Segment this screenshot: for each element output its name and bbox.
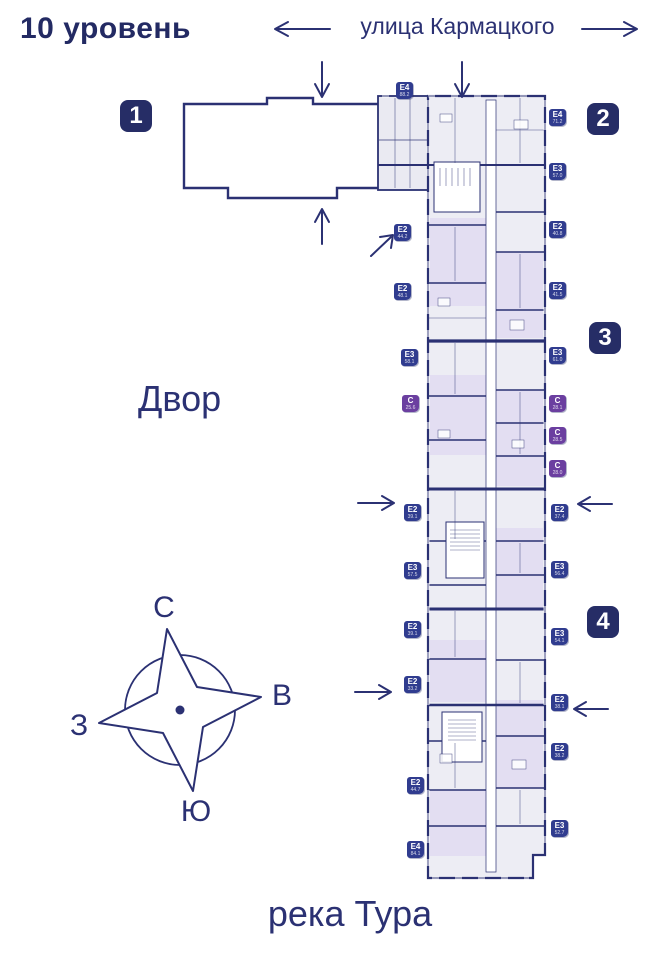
unit-type-label: Е2	[407, 621, 418, 631]
unit-area-label: 84.1	[410, 850, 421, 857]
unit-badge-r9[interactable]	[551, 504, 568, 521]
unit-area-label: 40.8	[552, 230, 563, 237]
unit-area-label: 25.6	[405, 404, 416, 411]
unit-area-label: 39.1	[407, 513, 418, 520]
unit-type-label: С	[554, 395, 561, 405]
unit-badge-r13[interactable]	[551, 743, 568, 760]
unit-badge-r10[interactable]	[551, 561, 568, 578]
unit-type-label: Е2	[407, 676, 418, 686]
unit-badge-r1[interactable]	[549, 109, 566, 126]
building-wing-outline	[184, 98, 380, 198]
unit-type-label: Е3	[552, 163, 563, 173]
unit-type-label: Е4	[399, 82, 410, 92]
unit-badge-l5[interactable]	[402, 395, 419, 412]
unit-badge-r7[interactable]	[549, 427, 566, 444]
unit-type-label: Е3	[407, 562, 418, 572]
unit-area-label: 44.2	[397, 233, 408, 240]
unit-area-label: 56.4	[554, 570, 565, 577]
unit-area-label: 28.1	[552, 404, 563, 411]
unit-badge-l9[interactable]	[404, 676, 421, 693]
unit-type-label: Е4	[552, 109, 563, 119]
unit-area-label: 39.1	[407, 630, 418, 637]
section-badge-4[interactable]: 4	[587, 606, 619, 638]
unit-type-label: Е2	[552, 282, 563, 292]
unit-badge-r2[interactable]	[549, 163, 566, 180]
unit-area-label: 71.2	[552, 118, 563, 125]
compass-west-label: З	[69, 709, 89, 742]
unit-area-label: 57.0	[552, 172, 563, 179]
section-badge-2[interactable]: 2	[587, 103, 619, 135]
unit-area-label: 54.1	[554, 637, 565, 644]
unit-badge-l7[interactable]	[404, 562, 421, 579]
unit-type-label: Е2	[397, 283, 408, 293]
unit-area-label: 38.2	[554, 752, 565, 759]
unit-type-label: Е2	[397, 224, 408, 234]
unit-type-label: Е4	[410, 841, 421, 851]
page-title: 10 уровень	[20, 12, 191, 45]
unit-area-label: 58.1	[404, 358, 415, 365]
compass-center-dot	[176, 706, 185, 715]
compass-south-label: Ю	[180, 795, 212, 828]
unit-badge-r14[interactable]	[551, 820, 568, 837]
entrance-arrow-right-2-icon	[355, 685, 391, 699]
unit-type-label: Е2	[554, 694, 565, 704]
wing-detail-rooms	[378, 96, 428, 190]
unit-badge-l11[interactable]	[407, 841, 424, 858]
unit-badge-r5[interactable]	[549, 347, 566, 364]
unit-area-label: 44.7	[410, 786, 421, 793]
unit-badge-l10[interactable]	[407, 777, 424, 794]
unit-badge-r3[interactable]	[549, 221, 566, 238]
entrance-arrow-down-1-icon	[315, 62, 329, 97]
unit-badge-l4[interactable]	[401, 349, 418, 366]
unit-badge-l1[interactable]	[396, 82, 413, 99]
yard-label: Двор	[138, 378, 222, 419]
unit-area-label: 88.2	[399, 91, 410, 98]
unit-type-label: Е2	[554, 743, 565, 753]
unit-badge-r4[interactable]	[549, 282, 566, 299]
unit-type-label: Е3	[404, 349, 415, 359]
unit-badge-l3[interactable]	[394, 283, 411, 300]
street-label: улица Кармацкого	[360, 13, 555, 39]
unit-type-label: С	[407, 395, 414, 405]
street-arrow-right-icon	[582, 22, 637, 36]
entrance-arrow-left-1-icon	[578, 497, 612, 511]
unit-area-label: 41.5	[552, 291, 563, 298]
unit-type-label: Е2	[552, 221, 563, 231]
unit-badge-l8[interactable]	[404, 621, 421, 638]
unit-area-label: 38.1	[554, 703, 565, 710]
unit-area-label: 61.0	[552, 356, 563, 363]
unit-area-label: 52.7	[554, 829, 565, 836]
unit-type-label: Е3	[554, 628, 565, 638]
compass-north-label: С	[153, 591, 175, 624]
unit-area-label: 48.1	[397, 292, 408, 299]
unit-type-label: С	[554, 460, 561, 470]
unit-type-label: Е3	[554, 561, 565, 571]
street-arrow-left-icon	[275, 22, 330, 36]
building-tower	[378, 96, 545, 878]
unit-type-label: Е3	[554, 820, 565, 830]
section-badge-3[interactable]: 3	[589, 322, 621, 354]
unit-badge-r11[interactable]	[551, 628, 568, 645]
unit-type-label: Е2	[410, 777, 421, 787]
unit-badge-l6[interactable]	[404, 504, 421, 521]
compass-rose	[99, 629, 261, 791]
corridor	[486, 100, 496, 872]
unit-badge-r12[interactable]	[551, 694, 568, 711]
entrance-arrow-down-2-icon	[455, 62, 469, 97]
unit-type-label: Е2	[554, 504, 565, 514]
entrance-arrow-left-2-icon	[574, 702, 608, 716]
unit-badge-r6[interactable]	[549, 395, 566, 412]
unit-badge-l2[interactable]	[394, 224, 411, 241]
unit-area-label: 57.5	[407, 571, 418, 578]
entrance-arrow-right-1-icon	[358, 496, 394, 510]
river-label: река Тура	[267, 893, 433, 934]
unit-pointer-arrow-icon	[371, 235, 393, 256]
unit-type-label: С	[554, 427, 561, 437]
section-badge-1[interactable]: 1	[120, 100, 152, 132]
entrance-arrow-up-icon	[315, 209, 329, 244]
unit-badge-r8[interactable]	[549, 460, 566, 477]
unit-area-label: 28.5	[552, 436, 563, 443]
unit-type-label: Е3	[552, 347, 563, 357]
unit-area-label: 33.2	[407, 685, 418, 692]
unit-type-label: Е2	[407, 504, 418, 514]
unit-area-label: 37.4	[554, 513, 565, 520]
compass-east-label: В	[271, 679, 292, 712]
unit-area-label: 28.0	[552, 469, 563, 476]
